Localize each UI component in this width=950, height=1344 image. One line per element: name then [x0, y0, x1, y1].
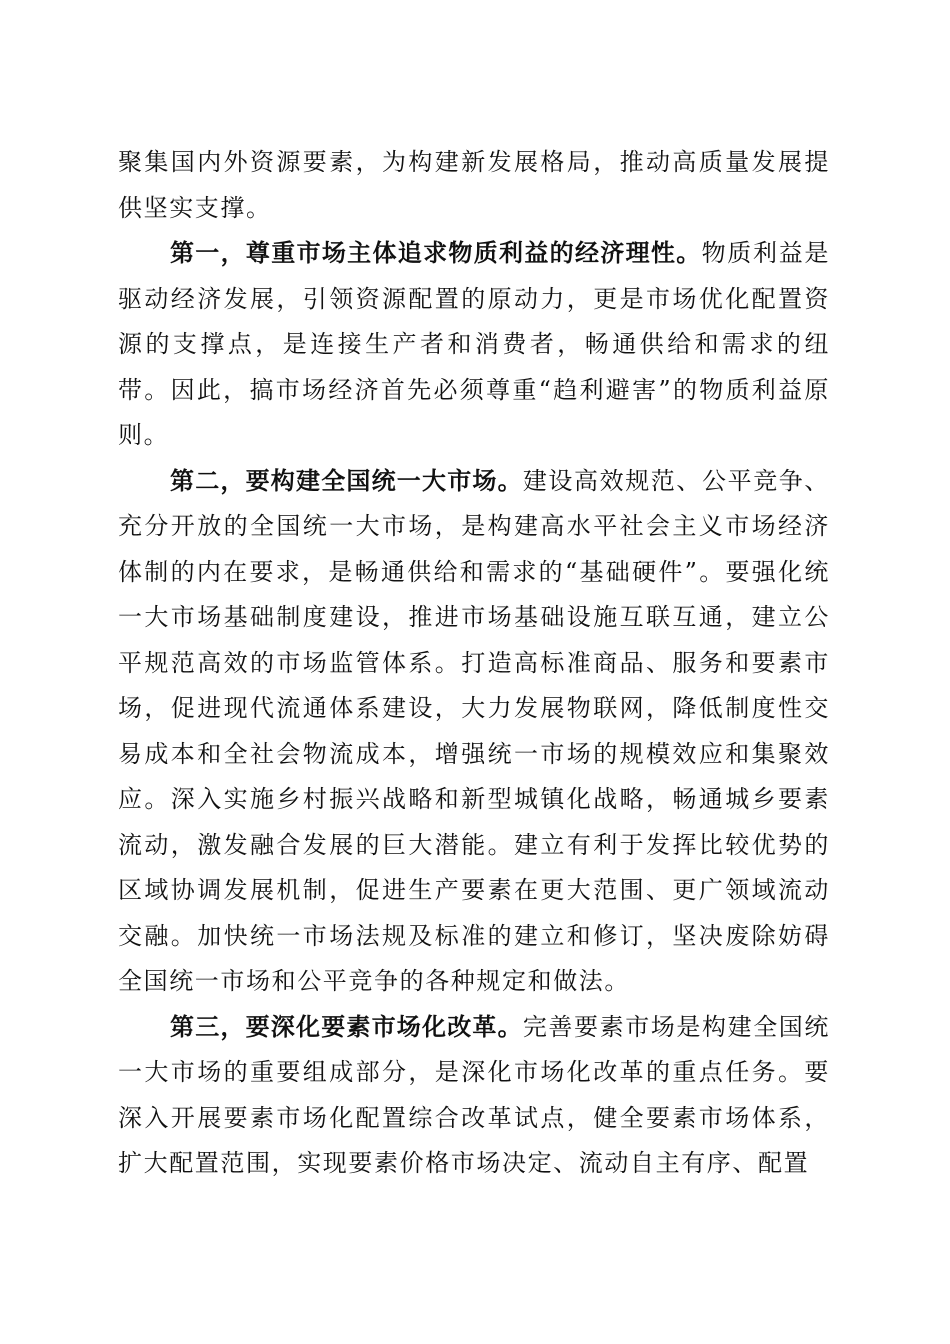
paragraph-body: 物质利益是驱动经济发展，引领资源配置的原动力，更是市场优化配置资源的支撑点，是连接生产者和消费者，畅通供给和需求的纽带。因此，搞市场经济首先必须尊重“趋利避害”的物质利益原则。 — [118, 239, 831, 449]
paragraph-body: 聚集国内外资源要素，为构建新发展格局，推动高质量发展提供坚实支撑。 — [118, 148, 830, 222]
paragraph-second-point — [118, 459, 830, 1005]
paragraph-heading: 第一，尊重市场主体追求物质利益的经济理性。 — [170, 239, 702, 267]
paragraph-body: 建设高效规范、公平竞争、充分开放的全国统一大市场，是构建高水平社会主义市场经济体制的内在要求，是畅通供给和需求的“基础硬件”。要强化统一大市场基础制度建设，推进市场基础设施互联互通，建立公平规范高效的市场监管体系。打造高标准商品、服务和要素市场，促进现代流通体系建设，大力发展物联网，降低制度性交易成本和全社会物流成本，增强统一市场的规模效应和集聚效应。深入实施乡村振兴战略和新型城镇化战略，畅通城乡要素流动，激发融合发展的巨大潜能。建立有利于发挥比较优势的区域协调发展机制，促进生产要素在更大范围、更广领域流动交融。加快统一市场法规及标准的建立和修订，坚决废除妨碍全国统一市场和公平竞争的各种规定和做法。 — [118, 466, 831, 995]
paragraph-third-point — [118, 1005, 830, 1187]
paragraph-body: 完善要素市场是构建全国统一大市场的重要组成部分，是深化市场化改革的重点任务。要深入开展要素市场化配置综合改革试点，健全要素市场体系，扩大配置范围，实现要素价格市场决定、流动自主有序、配置 — [118, 1012, 831, 1177]
paragraph-heading: 第二，要构建全国统一大市场。 — [170, 466, 523, 495]
paragraph-continuation — [118, 140, 830, 231]
document-page — [118, 140, 830, 1187]
paragraph-first-point — [118, 231, 830, 459]
paragraph-heading: 第三，要深化要素市场化改革。 — [170, 1012, 523, 1041]
